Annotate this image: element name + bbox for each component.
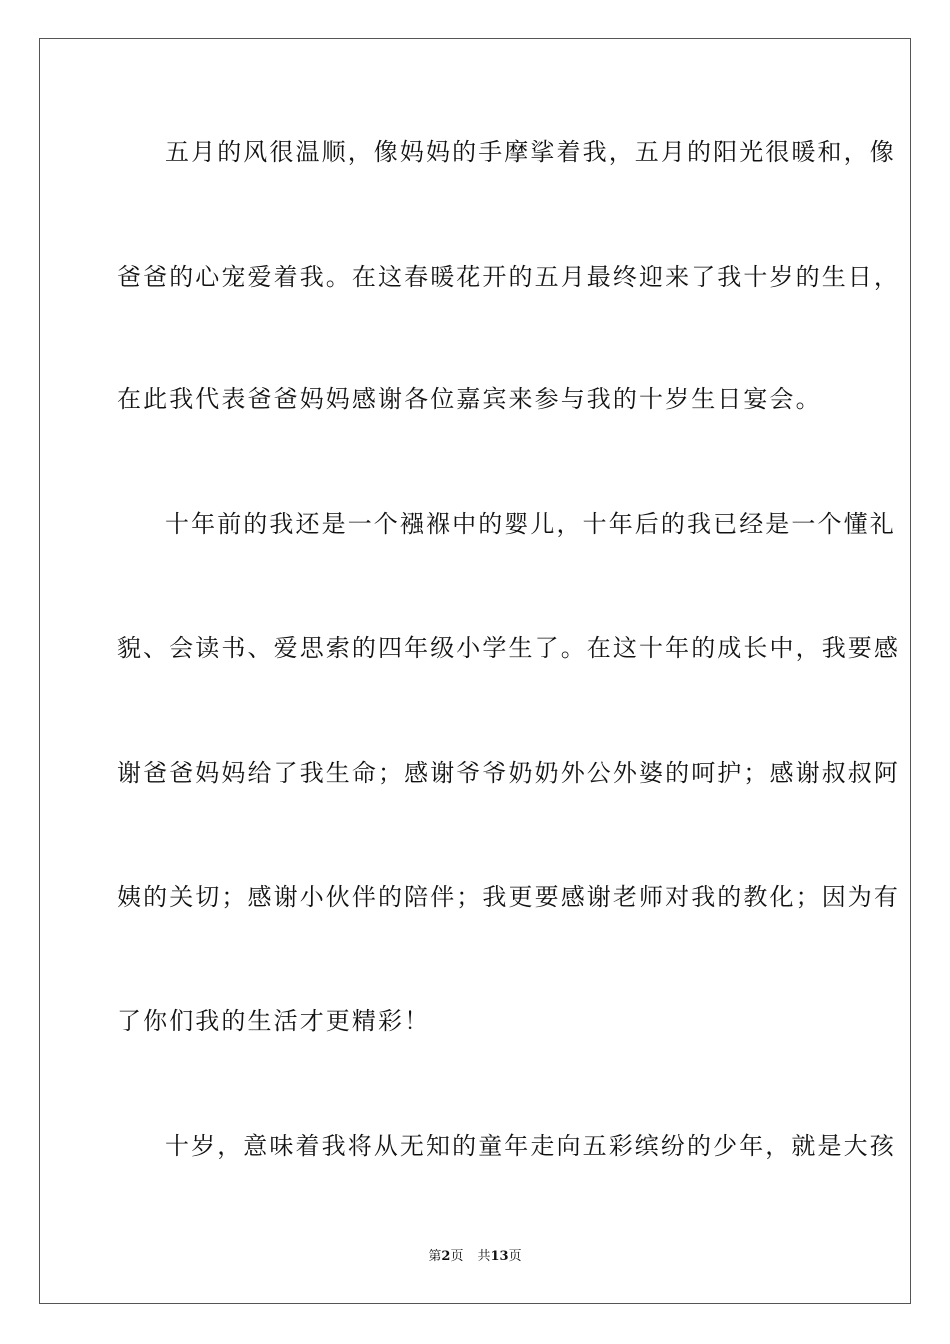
total-page-count: 13	[490, 1249, 509, 1264]
paragraph-2-line-2: 貌、会读书、爱思索的四年级小学生了。在这十年的成长中，我要感	[117, 634, 900, 662]
page-border	[39, 38, 911, 1304]
page-label-prefix: 第	[428, 1249, 442, 1264]
total-label-prefix: 共	[477, 1249, 491, 1264]
page-label-suffix: 页	[450, 1249, 464, 1264]
paragraph-2-line-5: 了你们我的生活才更精彩！	[117, 1007, 431, 1035]
paragraph-2-line-1: 十年前的我还是一个襁褓中的婴儿，十年后的我已经是一个懂礼	[165, 510, 896, 538]
paragraph-3-line-1: 十岁，意味着我将从无知的童年走向五彩缤纷的少年，就是大孩	[165, 1132, 896, 1160]
current-page-number: 2	[441, 1249, 451, 1264]
page-footer	[0, 1248, 950, 1266]
paragraph-2-line-3: 谢爸爸妈妈给了我生命；感谢爷爷奶奶外公外婆的呵护；感谢叔叔阿	[117, 759, 900, 787]
paragraph-1-line-2: 爸爸的心宠爱着我。在这春暖花开的五月最终迎来了我十岁的生日，	[117, 263, 900, 291]
paragraph-1-line-1: 五月的风很温顺，像妈妈的手摩挲着我，五月的阳光很暖和，像	[165, 138, 896, 166]
paragraph-1-line-3: 在此我代表爸爸妈妈感谢各位嘉宾来参与我的十岁生日宴会。	[117, 385, 822, 413]
total-label-suffix: 页	[508, 1249, 522, 1264]
paragraph-2-line-4: 姨的关切；感谢小伙伴的陪伴；我更要感谢老师对我的教化；因为有	[117, 883, 900, 911]
